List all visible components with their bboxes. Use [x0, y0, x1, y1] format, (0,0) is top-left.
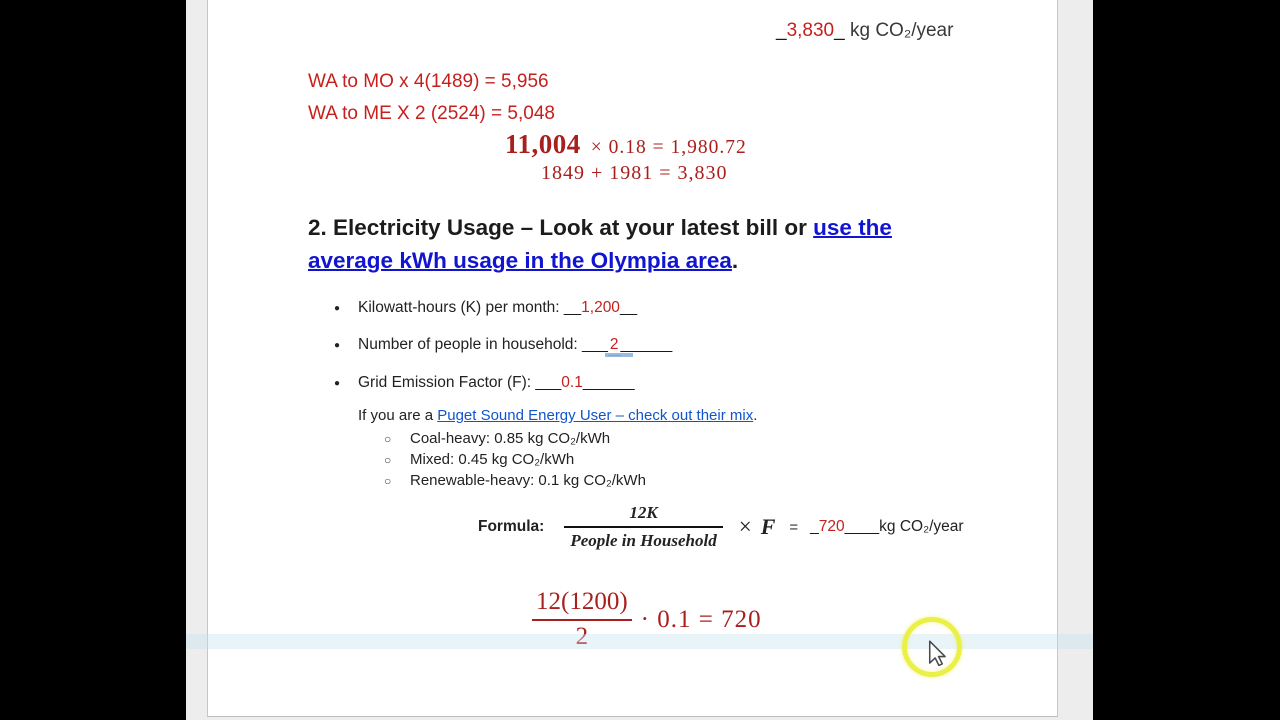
mix-option-text: Mixed: 0.45 kg CO₂/kWh [410, 451, 575, 468]
document-page [207, 0, 1058, 717]
work-equation-rest: · 0.1 = 720 [640, 605, 762, 633]
mix-option-mixed [384, 450, 574, 470]
addition-equation: 1849 + 1981 = 3,830 [541, 162, 728, 184]
left-letterbox-bar [0, 0, 186, 720]
heading-period: . [731, 248, 739, 273]
fraction-numerator: 12K [629, 503, 658, 522]
mouse-cursor-icon [928, 640, 948, 666]
work-fraction [532, 588, 632, 651]
grid-factor-value: 0.1 [561, 374, 583, 391]
multiplication-equation [505, 129, 747, 160]
blank-underscore: _ [834, 20, 845, 41]
heading-text: 2. Electricity Usage – Look at your latest bill or [308, 215, 814, 240]
mix-option-coal [384, 429, 610, 449]
fraction-denominator: People in Household [570, 531, 717, 550]
work-equation [532, 588, 762, 651]
equation-total-miles: 11,004 [505, 129, 581, 159]
bullet-kilowatt-hours [334, 297, 637, 320]
household-value-wrap [608, 334, 621, 356]
blank-underscore: _ [776, 20, 787, 41]
times-sign: × [738, 514, 752, 539]
olympia-usage-link[interactable]: use the [813, 215, 892, 240]
annual-total-line [776, 20, 953, 42]
bullet-text [358, 372, 635, 393]
heading-line-1 [308, 211, 892, 244]
factor-variable: F [760, 514, 776, 539]
formula-row [478, 503, 964, 551]
wa-to-me-annotation: WA to ME X 2 (2524) = 5,048 [308, 103, 555, 124]
bullet-text [358, 334, 672, 356]
blue-selection-mark [605, 353, 633, 358]
blank-underscore: ___ [535, 374, 562, 391]
bullet-grid-factor [334, 372, 635, 395]
formula-result-value: 720 [818, 518, 845, 535]
mix-option-text: Coal-heavy: 0.85 kg CO₂/kWh [410, 430, 611, 447]
pse-note [358, 407, 757, 424]
formula-fraction [564, 503, 722, 551]
formula-result [810, 518, 879, 536]
formula-unit: kg CO₂/year [879, 518, 964, 535]
blank-underscore: __ [563, 299, 582, 316]
circle-bullet-icon [384, 429, 410, 449]
pse-note-text: If you are a [358, 407, 438, 424]
olympia-usage-link[interactable]: average kWh usage in the Olympia area [308, 248, 732, 273]
work-denominator: 2 [575, 623, 589, 650]
wa-to-mo-annotation: WA to MO x 4(1489) = 5,956 [308, 71, 549, 92]
blank-underscore: ____ [844, 518, 880, 535]
household-value: 2 [609, 336, 619, 353]
pse-mix-link[interactable]: Puget Sound Energy User – check out their mix [437, 407, 754, 424]
blank-underscore: ___ [582, 336, 608, 353]
bullet-dot-icon [334, 372, 358, 395]
formula-label: Formula: [478, 518, 545, 535]
equation-multiplier: × 0.18 = 1,980.72 [590, 137, 747, 158]
circle-bullet-icon [384, 471, 410, 491]
blank-underscore: __ [619, 299, 638, 316]
equals-sign: = [789, 518, 799, 536]
blank-underscore: ______ [620, 336, 673, 353]
work-numerator: 12(1200) [536, 588, 628, 615]
bullet-dot-icon [334, 334, 358, 357]
mix-option-renewable [384, 471, 646, 491]
pse-note-period: . [753, 407, 758, 424]
annual-total-unit: kg CO₂/year [844, 20, 954, 41]
section-heading [308, 211, 892, 277]
kwh-value: 1,200 [581, 299, 620, 316]
annual-total-value: 3,830 [786, 20, 835, 41]
bullet-household [334, 334, 672, 357]
bullet-label: Grid Emission Factor (F): [358, 374, 536, 391]
right-letterbox-bar [1093, 0, 1280, 720]
mix-option-text: Renewable-heavy: 0.1 kg CO₂/kWh [410, 472, 646, 489]
bullet-label: Kilowatt-hours (K) per month: [358, 299, 564, 316]
blank-underscore: ______ [582, 374, 635, 391]
blank-underscore: _ [810, 518, 819, 535]
bullet-dot-icon [334, 297, 358, 320]
bullet-text [358, 297, 637, 318]
bullet-label: Number of people in household: [358, 336, 583, 353]
heading-line-2 [308, 244, 892, 277]
circle-bullet-icon [384, 450, 410, 470]
